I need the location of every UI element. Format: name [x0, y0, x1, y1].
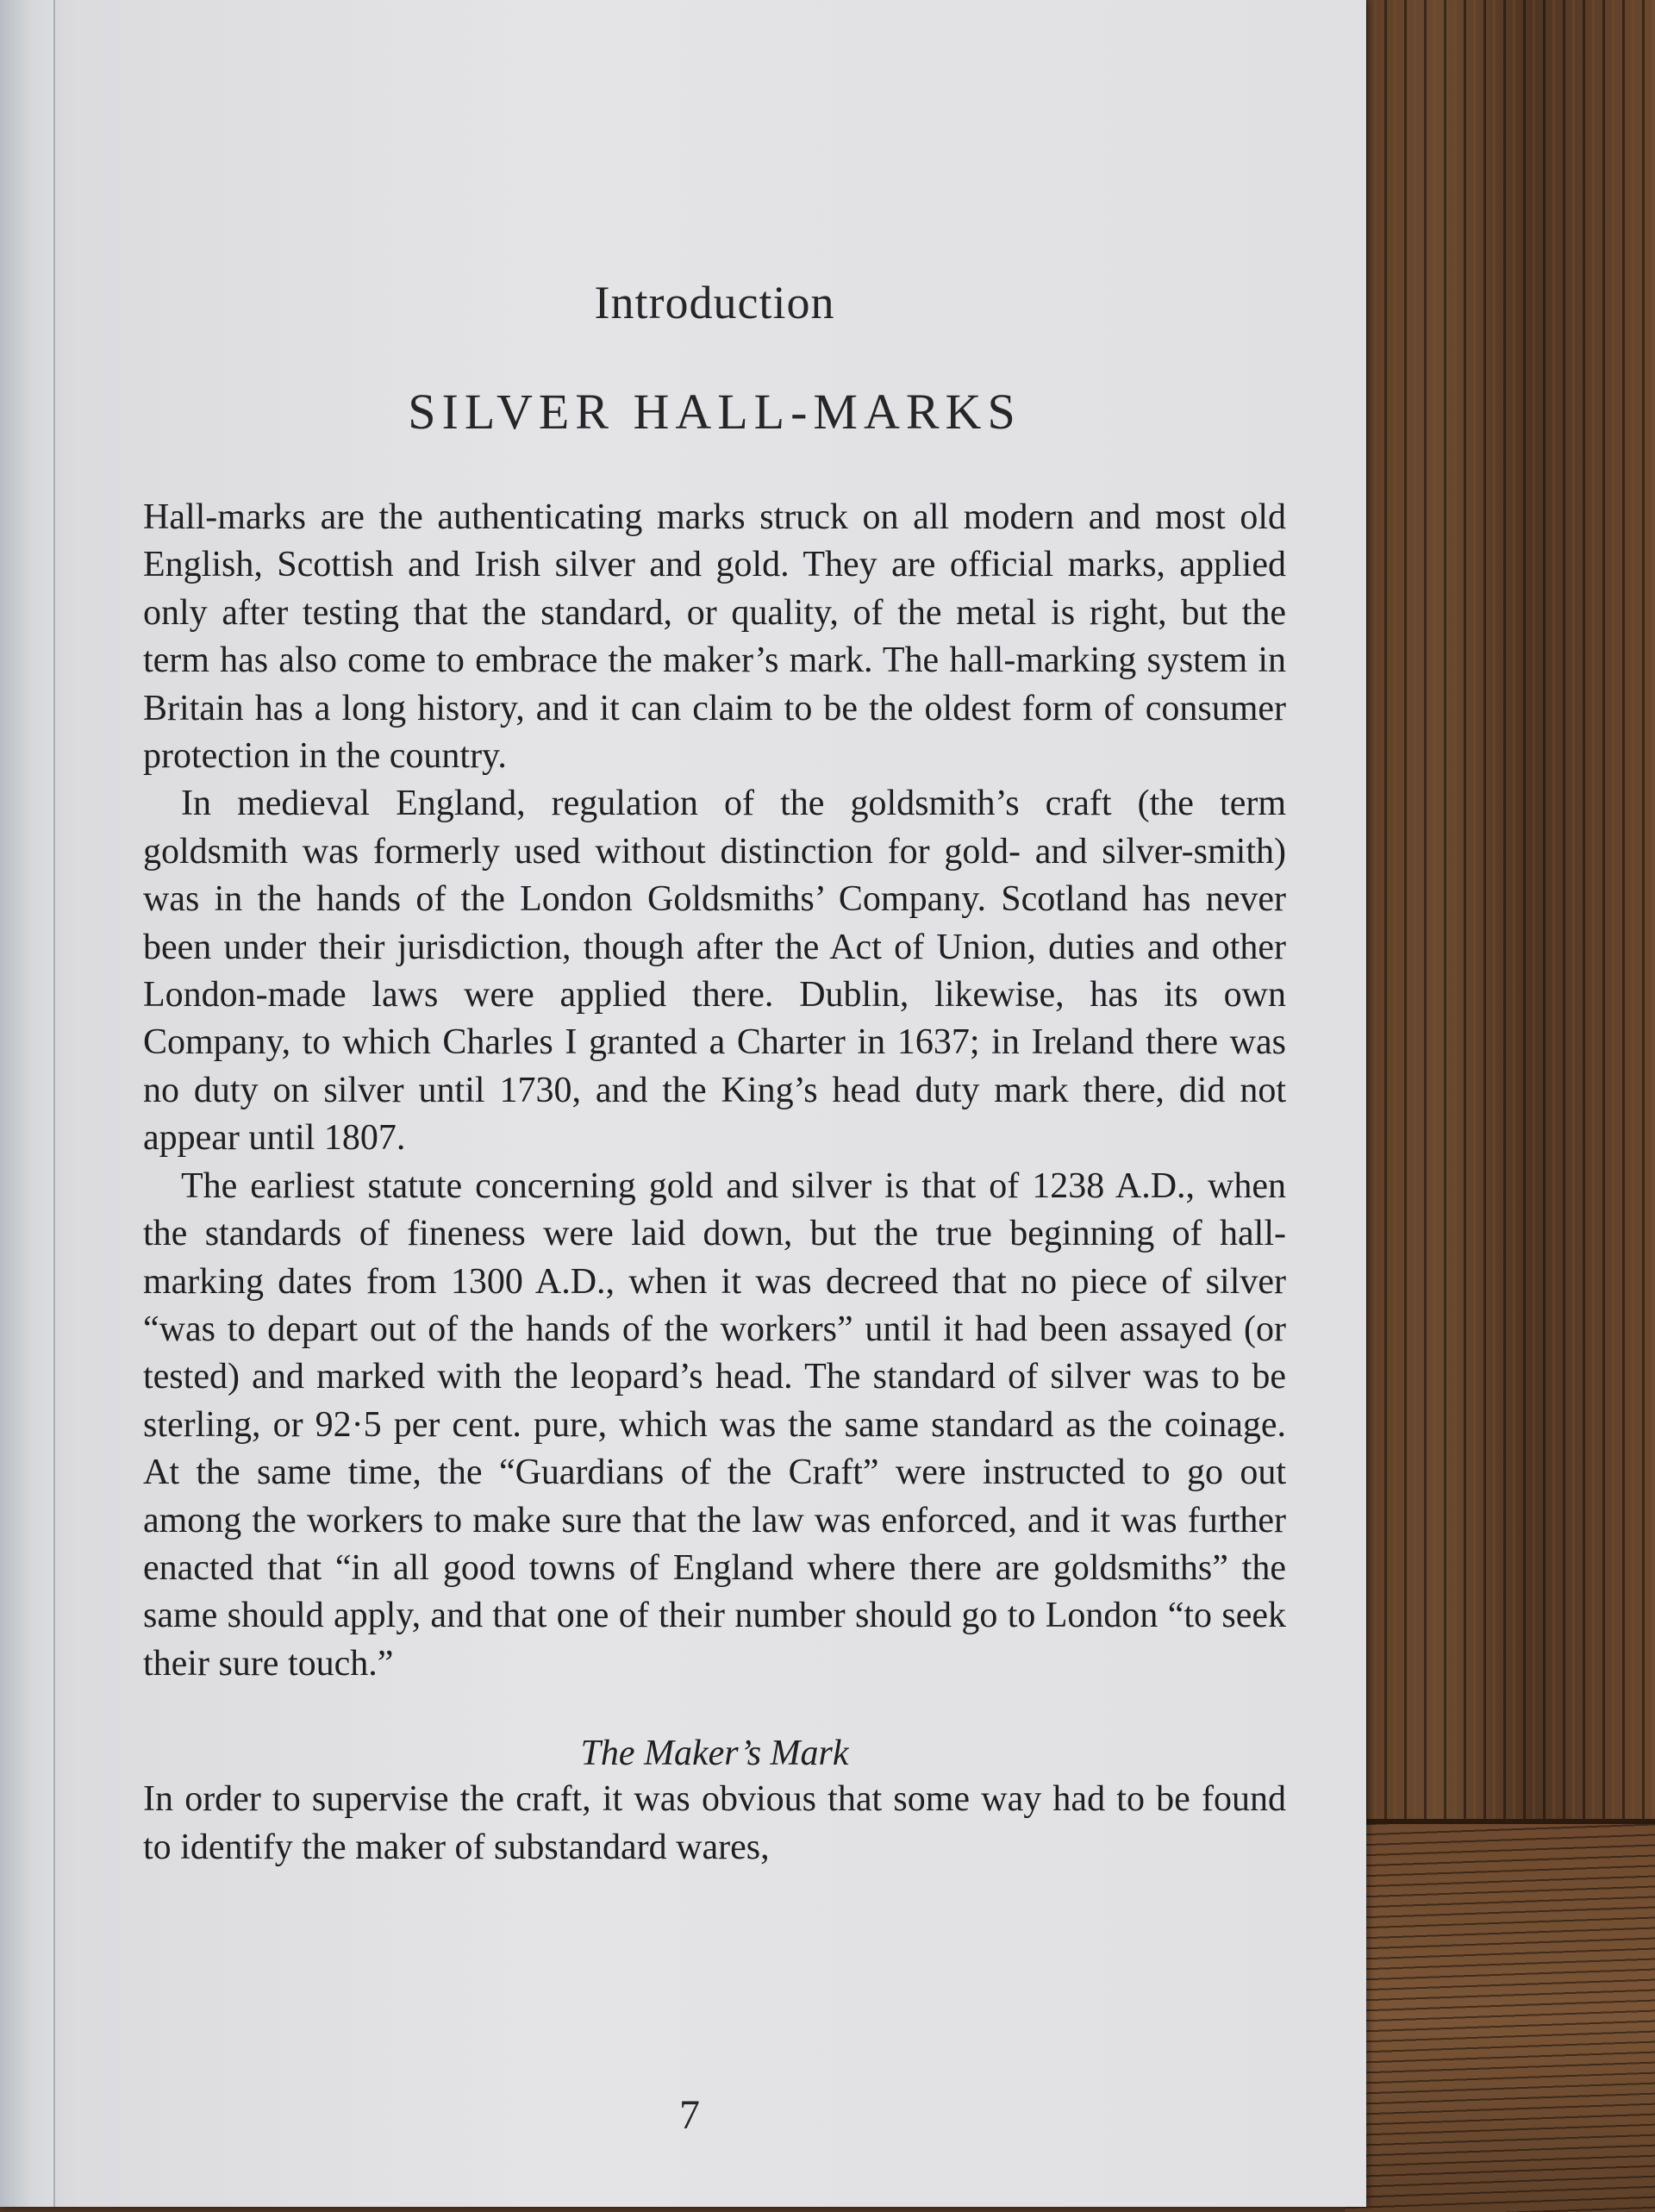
paragraph-3: The earliest statute concerning gold and silver is that of 1238 A.D., when the standards of fineness were laid down, but the true beginning of hall-marking dates from 1300 A.D., when it was decreed that no piece of silver “was to depart out of the hands of the workers” until it had been assayed (or tested) and marked with the leopard’s head. The standard of silver was to be sterling, or 92·5 per cent. pure, which was the same standard as the coinage. At the same time, the “Guardians of the Craft” were instructed to go out among the workers to make sure that the law was enforced, and it was further enacted that “in all good towns of England where there are goldsmiths” the same should apply, and that one of their number should go to London “to seek their sure touch.”: [143, 1165, 1286, 1684]
section-title: Introduction: [594, 277, 835, 328]
main-heading: SILVER HALL-MARKS: [408, 384, 1021, 440]
subheading-makers-mark: The Maker’s Mark: [580, 1734, 849, 1774]
paragraph-1: Hall-marks are the authenticating marks struck on all modern and most old English, Scottish and Irish silver and gold. They are official marks, applied only after testing that the standard, or quality, of the metal is right, but the term has also come to embrace the maker’s mark. The hall-marking system in Britain has a long history, and it can claim to be the oldest form of consumer protection in the country.: [143, 497, 1286, 777]
page-binding-edge: [0, 0, 55, 2207]
page-number: 7: [679, 2092, 700, 2138]
paragraph-4: In order to supervise the craft, it was obvious that some way had to be found to identify the maker of substandard wares,: [143, 1779, 1286, 1867]
wooden-table-seam: [1345, 1819, 1655, 2212]
paragraph-2: In medieval England, regulation of the goldsmith’s craft (the term goldsmith was formerly used without distinction for gold- and silver-smith) was in the hands of the London Goldsmiths’ Company. Scotland has never been under their jurisdiction, though after the Act of Union, duties and other London-made laws were applied there. Dublin, likewise, has its own Company, to which Charles I granted a Charter in 1637; in Ireland there was no duty on silver until 1730, and the King’s head duty mark there, did not appear until 1807.: [143, 784, 1286, 1159]
page-text-block: [143, 276, 1286, 1871]
